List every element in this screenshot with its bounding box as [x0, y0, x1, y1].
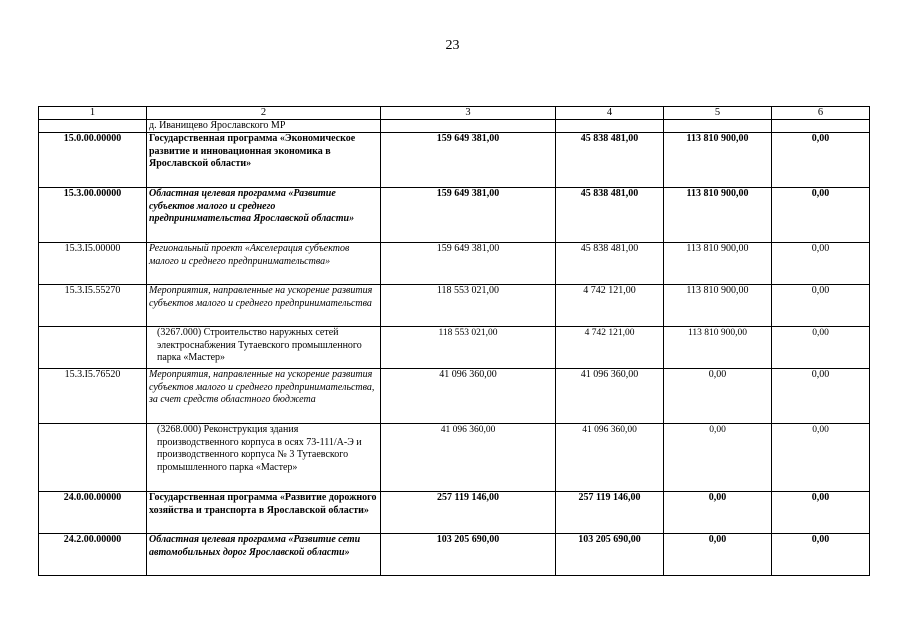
row-col5: 0,00: [664, 492, 772, 534]
column-header: 6: [772, 107, 870, 120]
row-total: 41 096 360,00: [381, 424, 556, 492]
row-col6: 0,00: [772, 534, 870, 576]
row-total: 118 553 021,00: [381, 285, 556, 327]
row-code: 15.3.I5.76520: [39, 369, 147, 424]
row-total: 257 119 146,00: [381, 492, 556, 534]
row-code: [39, 424, 147, 492]
row-name: Государственная программа «Развитие дорожного хозяйства и транспорта в Ярославской области»: [147, 492, 381, 534]
row-col6: 0,00: [772, 369, 870, 424]
row-col6: [772, 120, 870, 133]
row-code: [39, 327, 147, 369]
row-name: Государственная программа «Экономическое развитие и инновационная экономика в Ярославской области»: [147, 133, 381, 188]
table-row: [39, 133, 870, 188]
row-name: (3268.000) Реконструкция здания производственного корпуса в осях 73-111/А-Э и производственного корпуса № 3 Тутаевского промышленного парка «Мастер»: [147, 424, 381, 492]
row-total: 159 649 381,00: [381, 188, 556, 243]
row-col5: 113 810 900,00: [664, 285, 772, 327]
row-code: 24.0.00.00000: [39, 492, 147, 534]
page-number: 23: [445, 38, 460, 53]
row-code: 15.3.I5.55270: [39, 285, 147, 327]
row-code: [39, 120, 147, 133]
row-col4: 4 742 121,00: [556, 285, 664, 327]
row-col4: 257 119 146,00: [556, 492, 664, 534]
column-header: 2: [147, 107, 381, 120]
table-row: [39, 285, 870, 327]
row-code: 15.3.I5.00000: [39, 243, 147, 285]
table-header-row: [39, 107, 870, 120]
row-total: 159 649 381,00: [381, 243, 556, 285]
row-col6: 0,00: [772, 133, 870, 188]
row-col4: 103 205 690,00: [556, 534, 664, 576]
row-col4: 45 838 481,00: [556, 133, 664, 188]
row-col5: 0,00: [664, 534, 772, 576]
row-col6: 0,00: [772, 285, 870, 327]
row-code: 15.3.00.00000: [39, 188, 147, 243]
table-row: [39, 120, 870, 133]
table-row: [39, 424, 870, 492]
column-header: 1: [39, 107, 147, 120]
row-total: 118 553 021,00: [381, 327, 556, 369]
row-col6: 0,00: [772, 188, 870, 243]
table-row: [39, 243, 870, 285]
row-name: (3267.000) Строительство наружных сетей электроснабжения Тутаевского промышленного парка «Мастер»: [147, 327, 381, 369]
row-col5: 113 810 900,00: [664, 243, 772, 285]
row-total: [381, 120, 556, 133]
column-header: 5: [664, 107, 772, 120]
row-total: 103 205 690,00: [381, 534, 556, 576]
table-row: [39, 188, 870, 243]
row-col6: 0,00: [772, 327, 870, 369]
row-name: Областная целевая программа «Развитие субъектов малого и среднего предпринимательства Ярославской области»: [147, 188, 381, 243]
table-row: [39, 369, 870, 424]
row-col5: 0,00: [664, 424, 772, 492]
row-col4: [556, 120, 664, 133]
column-header: 3: [381, 107, 556, 120]
row-code: 15.0.00.00000: [39, 133, 147, 188]
row-col6: 0,00: [772, 243, 870, 285]
table-row: [39, 327, 870, 369]
row-total: 159 649 381,00: [381, 133, 556, 188]
row-col5: 0,00: [664, 369, 772, 424]
row-col5: 113 810 900,00: [664, 188, 772, 243]
row-col5: 113 810 900,00: [664, 327, 772, 369]
row-name: Мероприятия, направленные на ускорение развития субъектов малого и среднего предпринимательства: [147, 285, 381, 327]
row-code: 24.2.00.00000: [39, 534, 147, 576]
row-col4: 41 096 360,00: [556, 369, 664, 424]
budget-table: [38, 106, 870, 576]
row-name: Мероприятия, направленные на ускорение развития субъектов малого и среднего предпринимательства, за счет средств областного бюджета: [147, 369, 381, 424]
row-col4: 45 838 481,00: [556, 243, 664, 285]
row-name: Региональный проект «Акселерация субъектов малого и среднего предпринимательства»: [147, 243, 381, 285]
table-row: [39, 534, 870, 576]
column-header: 4: [556, 107, 664, 120]
row-col4: 41 096 360,00: [556, 424, 664, 492]
row-col5: 113 810 900,00: [664, 133, 772, 188]
row-name: д. Иванищево Ярославского МР: [147, 120, 381, 133]
row-col4: 4 742 121,00: [556, 327, 664, 369]
row-col5: [664, 120, 772, 133]
row-col4: 45 838 481,00: [556, 188, 664, 243]
row-col6: 0,00: [772, 492, 870, 534]
row-name: Областная целевая программа «Развитие сети автомобильных дорог Ярославской области»: [147, 534, 381, 576]
table-row: [39, 492, 870, 534]
row-total: 41 096 360,00: [381, 369, 556, 424]
row-col6: 0,00: [772, 424, 870, 492]
